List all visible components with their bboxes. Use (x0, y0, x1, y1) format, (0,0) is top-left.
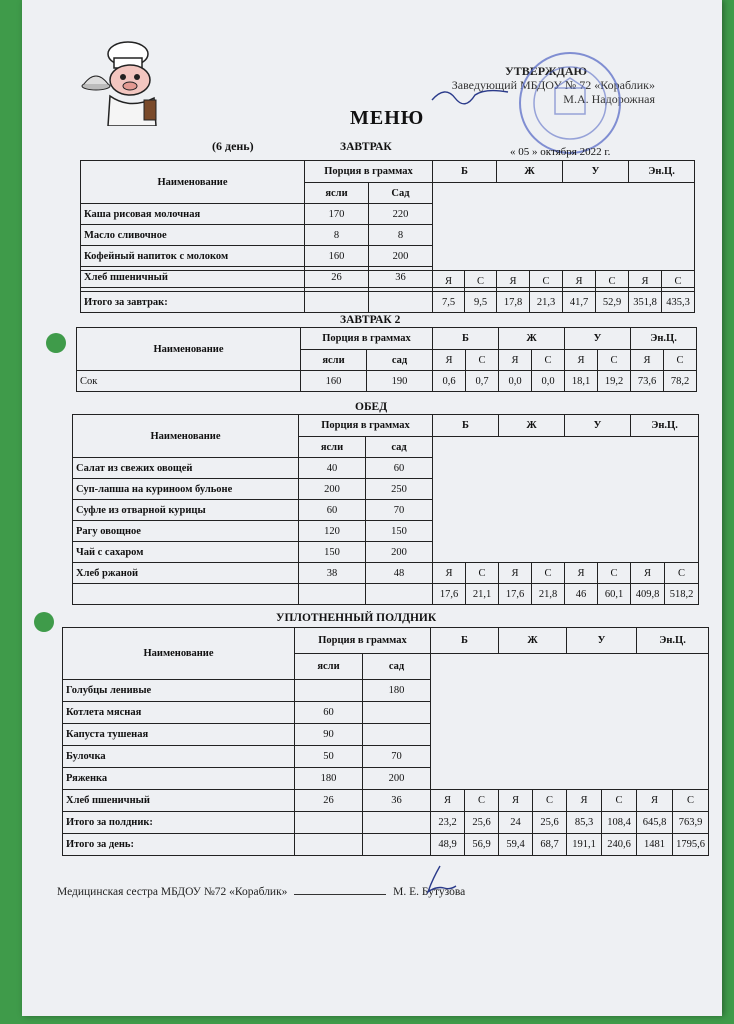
ya-label: Я (565, 563, 598, 584)
day-total-value: 68,7 (533, 834, 567, 856)
day-total-value: 48,9 (431, 834, 465, 856)
total-value: 645,8 (637, 812, 673, 834)
total-value: 25,6 (533, 812, 567, 834)
breakfast-title: ЗАВТРАК (340, 141, 392, 153)
table-row-name: Хлеб пшеничный (63, 790, 295, 812)
table-row-name: Хлеб ржаной (73, 563, 299, 584)
chef-illustration (80, 40, 166, 126)
table-row-name: Кофейный напиток с молоком (81, 246, 305, 267)
ya-label: Я (499, 790, 533, 812)
table-row-name: Капуста тушеная (63, 724, 295, 746)
col-yasli-header: ясли (299, 437, 366, 458)
total-value: 7,5 (433, 292, 465, 313)
snack-table (62, 627, 709, 856)
s-label: С (532, 350, 565, 371)
col-name-header: Наименование (81, 161, 305, 204)
portion-yasli: 170 (305, 204, 369, 225)
total-value: 9,5 (465, 292, 497, 313)
total-value: 351,8 (629, 292, 662, 313)
col-sad-header: сад (366, 437, 433, 458)
nutrition-value: 0,7 (466, 371, 499, 392)
col-zh-header: Ж (499, 328, 565, 350)
nutrition-value: 78,2 (664, 371, 697, 392)
col-u-header: У (567, 628, 637, 654)
portion-yasli: 160 (301, 371, 367, 392)
ya-label: Я (637, 790, 673, 812)
portion-sad: 36 (369, 267, 433, 288)
s-label: С (465, 790, 499, 812)
day-label: (6 день) (212, 139, 254, 153)
portion-yasli: 90 (295, 724, 363, 746)
portion-yasli: 160 (305, 246, 369, 267)
col-b-header: Б (431, 628, 499, 654)
ya-label: Я (497, 271, 530, 292)
col-portion-header: Порция в граммах (301, 328, 433, 350)
s-label: С (530, 271, 563, 292)
ya-label: Я (563, 271, 596, 292)
col-ec-header: Эн.Ц. (637, 628, 709, 654)
total-value: 763,9 (673, 812, 709, 834)
day-total-label: Итого за день: (63, 834, 295, 856)
table-row-name: Ряженка (63, 768, 295, 790)
ya-label: Я (499, 563, 532, 584)
col-name-header: Наименование (77, 328, 301, 371)
s-label: С (664, 350, 697, 371)
ya-label: Я (499, 350, 532, 371)
col-u-header: У (565, 328, 631, 350)
portion-sad: 8 (369, 225, 433, 246)
portion-yasli: 26 (305, 267, 369, 288)
ya-label: Я (431, 790, 465, 812)
total-value: 17,6 (433, 584, 466, 605)
signature-line (294, 884, 386, 895)
total-value: 60,1 (598, 584, 631, 605)
portion-sad: 150 (366, 521, 433, 542)
portion-yasli: 200 (299, 479, 366, 500)
day-total-value: 240,6 (602, 834, 637, 856)
total-value: 17,6 (499, 584, 532, 605)
s-label: С (466, 563, 499, 584)
col-zh-header: Ж (499, 628, 567, 654)
col-zh-header: Ж (497, 161, 563, 183)
lunch-table (72, 414, 699, 605)
col-b-header: Б (433, 161, 497, 183)
portion-yasli: 38 (299, 563, 366, 584)
portion-yasli: 26 (295, 790, 363, 812)
col-u-header: У (565, 415, 631, 437)
total-value: 41,7 (563, 292, 596, 313)
portion-yasli: 8 (305, 225, 369, 246)
breakfast2-title: ЗАВТРАК 2 (340, 314, 401, 326)
snack-title: УПЛОТНЕННЫЙ ПОЛДНИК (276, 612, 437, 624)
day-total-value: 56,9 (465, 834, 499, 856)
portion-sad: 36 (363, 790, 431, 812)
col-b-header: Б (433, 328, 499, 350)
total-value: 21,1 (466, 584, 499, 605)
col-yasli-header: ясли (295, 654, 363, 680)
nutrition-blank (431, 654, 709, 790)
ya-label: Я (565, 350, 598, 371)
portion-yasli: 60 (295, 702, 363, 724)
portion-yasli: 120 (299, 521, 366, 542)
total-value: 52,9 (596, 292, 629, 313)
head-name: М.А. Надорожная (563, 92, 655, 106)
nurse-name: М. Е. Бутузова (393, 886, 466, 898)
ya-label: Я (433, 350, 466, 371)
s-label: С (533, 790, 567, 812)
total-value: 435,3 (662, 292, 695, 313)
portion-sad: 200 (366, 542, 433, 563)
table-row-name: Масло сливочное (81, 225, 305, 246)
portion-sad (363, 724, 431, 746)
s-label: С (466, 350, 499, 371)
col-sad-header: сад (367, 350, 433, 371)
ya-label: Я (567, 790, 602, 812)
table-row-name: Хлеб пшеничный (81, 267, 305, 288)
approved-label: УТВЕРЖДАЮ (504, 64, 587, 78)
portion-yasli: 180 (295, 768, 363, 790)
total-value: 17,8 (497, 292, 530, 313)
menu-date: « 05 » октября 2022 г. (510, 146, 611, 158)
nutrition-value: 18,1 (565, 371, 598, 392)
col-sad-header: сад (363, 654, 431, 680)
nurse-signature-row (57, 884, 577, 898)
s-label: С (596, 271, 629, 292)
portion-sad: 220 (369, 204, 433, 225)
col-portion-header: Порция в граммах (295, 628, 431, 654)
breakfast-total-label: Итого за завтрак: (81, 292, 305, 313)
s-label: С (662, 271, 695, 292)
ya-label: Я (433, 271, 465, 292)
table-row-name: Булочка (63, 746, 295, 768)
col-name-header: Наименование (73, 415, 299, 458)
table-row-name: Рагу овощное (73, 521, 299, 542)
table-row-name: Чай с сахаром (73, 542, 299, 563)
total-value: 108,4 (602, 812, 637, 834)
portion-yasli: 150 (299, 542, 366, 563)
table-row-name: Суфле из отварной курицы (73, 500, 299, 521)
table-row-name: Голубцы ленивые (63, 680, 295, 702)
snack-total-label: Итого за полдник: (63, 812, 295, 834)
table-row-name: Каша рисовая молочная (81, 204, 305, 225)
stamp-seal (515, 48, 625, 158)
portion-yasli: 50 (295, 746, 363, 768)
total-value: 409,8 (631, 584, 665, 605)
total-value: 85,3 (567, 812, 602, 834)
nutrition-value: 0,0 (532, 371, 565, 392)
head-signature (430, 80, 510, 110)
col-ec-header: Эн.Ц. (631, 328, 697, 350)
day-total-value: 191,1 (567, 834, 602, 856)
nutrition-blank (433, 437, 699, 563)
head-position: Заведующий МБДОУ № 72 «Кораблик» (451, 78, 655, 92)
day-total-value: 1795,6 (673, 834, 709, 856)
col-ec-header: Эн.Ц. (629, 161, 695, 183)
nurse-signature (410, 862, 460, 902)
nutrition-value: 19,2 (598, 371, 631, 392)
ya-label: Я (433, 563, 466, 584)
col-sad-header: Сад (369, 183, 433, 204)
total-value: 518,2 (665, 584, 699, 605)
portion-sad: 190 (367, 371, 433, 392)
day-total-value: 59,4 (499, 834, 533, 856)
total-value: 46 (565, 584, 598, 605)
breakfast-totals (80, 270, 695, 313)
portion-yasli (295, 680, 363, 702)
col-portion-header: Порция в граммах (305, 161, 433, 183)
nutrition-value: 73,6 (631, 371, 664, 392)
portion-sad: 48 (366, 563, 433, 584)
total-value: 21,8 (532, 584, 565, 605)
s-label: С (598, 563, 631, 584)
table-row-name: Котлета мясная (63, 702, 295, 724)
total-value: 25,6 (465, 812, 499, 834)
portion-sad: 70 (366, 500, 433, 521)
nutrition-value: 0,6 (433, 371, 466, 392)
ya-label: Я (631, 563, 665, 584)
col-zh-header: Ж (499, 415, 565, 437)
portion-sad: 70 (363, 746, 431, 768)
col-ec-header: Эн.Ц. (631, 415, 699, 437)
table-row-name: Сок (77, 371, 301, 392)
total-value: 21,3 (530, 292, 563, 313)
page-title: МЕНЮ (350, 107, 425, 129)
portion-sad: 200 (363, 768, 431, 790)
portion-yasli: 40 (299, 458, 366, 479)
portion-yasli: 60 (299, 500, 366, 521)
col-name-header: Наименование (63, 628, 295, 680)
s-label: С (532, 563, 565, 584)
portion-sad: 250 (366, 479, 433, 500)
day-total-value: 1481 (637, 834, 673, 856)
table-row-name: Суп-лапша на куриноом бульоне (73, 479, 299, 500)
s-label: С (598, 350, 631, 371)
nutrition-value: 0,0 (499, 371, 532, 392)
breakfast2-table (76, 327, 697, 392)
portion-sad: 200 (369, 246, 433, 267)
s-label: С (465, 271, 497, 292)
s-label: С (602, 790, 637, 812)
portion-sad: 180 (363, 680, 431, 702)
total-value: 23,2 (431, 812, 465, 834)
ya-label: Я (631, 350, 664, 371)
s-label: С (673, 790, 709, 812)
table-row-name: Салат из свежих овощей (73, 458, 299, 479)
total-value: 24 (499, 812, 533, 834)
col-portion-header: Порция в граммах (299, 415, 433, 437)
punch-hole-bottom (34, 612, 54, 632)
lunch-title: ОБЕД (355, 401, 388, 413)
col-b-header: Б (433, 415, 499, 437)
punch-hole-top (46, 333, 66, 353)
nurse-position: Медицинская сестра МБДОУ №72 «Кораблик» (57, 886, 288, 898)
portion-sad: 60 (366, 458, 433, 479)
col-yasli-header: ясли (305, 183, 369, 204)
s-label: С (665, 563, 699, 584)
ya-label: Я (629, 271, 662, 292)
col-u-header: У (563, 161, 629, 183)
col-yasli-header: ясли (301, 350, 367, 371)
portion-sad (363, 702, 431, 724)
breakfast-table (80, 160, 695, 288)
